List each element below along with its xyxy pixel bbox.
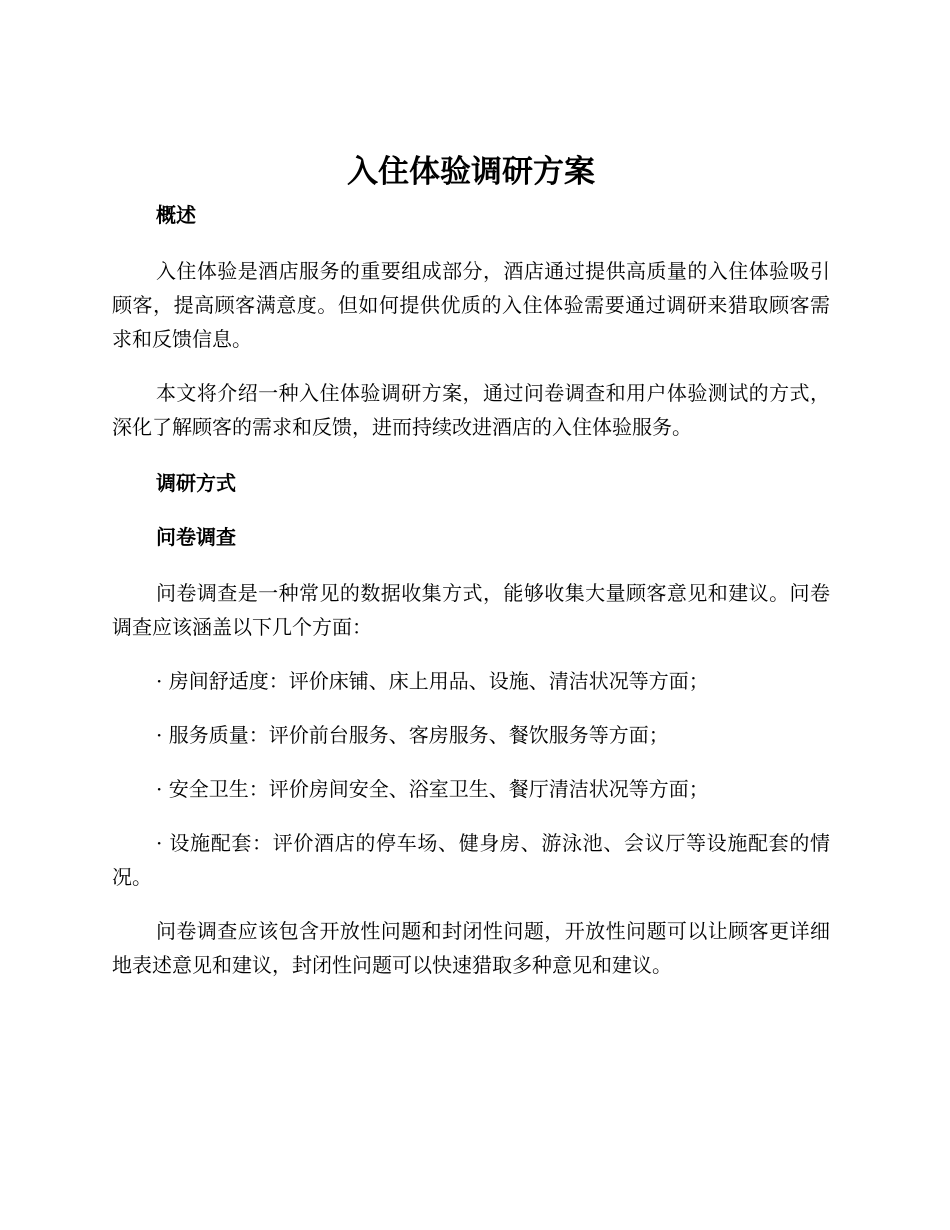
spacer	[112, 356, 830, 376]
section-heading-method: 调研方式	[156, 471, 236, 495]
document-page	[112, 150, 830, 982]
spacer	[112, 444, 830, 468]
spacer	[112, 752, 830, 772]
survey-item-room-comfort: · 房间舒适度：评价床铺、床上用品、设施、清洁状况等方面；	[156, 669, 709, 693]
overview-paragraph-1: 入住体验是酒店服务的重要组成部分，酒店通过提供高质量的入住体验吸引顾客，提高顾客满意度。但如何提供优质的入住体验需要通过调研来猎取顾客需求和反馈信息。	[112, 259, 830, 351]
spacer	[112, 894, 830, 914]
overview-paragraph-2: 本文将介绍一种入住体验调研方案，通过问卷调查和用户体验测试的方式，深化了解顾客的需求和反馈，进而持续改进酒店的入住体验服务。	[112, 381, 830, 439]
spacer	[112, 698, 830, 718]
survey-paragraph-1: 问卷调查是一种常见的数据收集方式，能够收集大量顾客意见和建议。问卷调查应该涵盖以下几个方面：	[112, 581, 830, 639]
survey-item-safety-hygiene: · 安全卫生：评价房间安全、浴室卫生、餐厅清洁状况等方面；	[156, 777, 709, 801]
spacer	[112, 498, 830, 522]
spacer	[112, 806, 830, 826]
document-title: 入住体验调研方案	[347, 154, 595, 190]
spacer	[112, 644, 830, 664]
survey-paragraph-2: 问卷调查应该包含开放性问题和封闭性问题，开放性问题可以让顾客更详细地表述意见和建议，封闭性问题可以快速猎取多种意见和建议。	[112, 919, 830, 977]
spacer	[112, 230, 830, 254]
spacer	[112, 552, 830, 576]
survey-item-service-quality: · 服务质量：评价前台服务、客房服务、餐饮服务等方面；	[156, 723, 669, 747]
section-heading-overview: 概述	[156, 203, 196, 227]
survey-item-facilities: · 设施配套：评价酒店的停车场、健身房、游泳池、会议厅等设施配套的情况。	[112, 831, 830, 889]
subsection-heading-survey: 问卷调查	[156, 525, 236, 549]
